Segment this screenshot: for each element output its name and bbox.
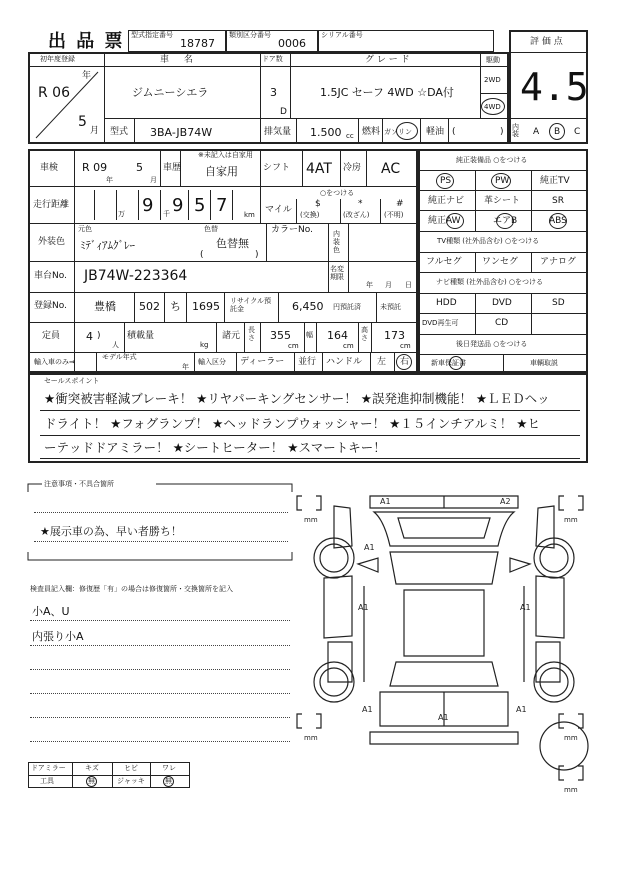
import-dealer: ディーラー [240, 357, 285, 367]
history-label: 車歴 [163, 163, 182, 173]
interior-b: B [554, 127, 561, 137]
equip-pw-circle [491, 173, 511, 189]
divider [475, 252, 476, 272]
model-year-label: モデル年式 [102, 353, 137, 361]
first-reg-year-unit: 年 [82, 71, 92, 81]
navi-sd: SD [552, 298, 565, 308]
divider [418, 170, 588, 171]
divider [232, 190, 233, 220]
navi-cd: CD [495, 318, 509, 328]
first-reg-era: R 06 [38, 85, 70, 101]
mm-label: mm [564, 516, 578, 524]
car-diagram [294, 486, 594, 806]
equip-ps: PS [440, 176, 452, 186]
registration-region: 豊橋 [94, 300, 116, 313]
notes-label: 注意事項・不具合箇所 [44, 480, 114, 488]
mileage-circle-note: ○をつける [320, 189, 355, 197]
unknown-label: (不明) [384, 211, 404, 219]
altered-label: (改ざん) [343, 211, 370, 219]
capacity-label: 定員 [42, 331, 61, 341]
divider [418, 231, 588, 232]
later-manual: 車輌取説 [530, 359, 558, 367]
divider [418, 190, 588, 191]
dotted-line [30, 669, 290, 670]
divider [244, 322, 245, 352]
mileage-digit: 7 [216, 195, 228, 216]
divider [28, 352, 418, 353]
inspection-era: R 09 [82, 161, 108, 174]
inspector-label: 検査員記入欄：修復歴「有」の場合は修復箇所・交換箇所を記入 [30, 585, 233, 593]
shift-label: シフト [263, 163, 291, 173]
divider [418, 252, 588, 253]
fuel-gas: ガソリン [384, 128, 412, 136]
divider [116, 190, 117, 220]
inspection-month-unit: 月 [150, 176, 157, 184]
divider [278, 292, 279, 322]
expiry-year: 年 [366, 281, 373, 289]
registration-class: 502 [139, 300, 160, 313]
divider [266, 223, 267, 261]
class-no-label: 類別区分番号 [229, 31, 271, 39]
divider [28, 186, 418, 187]
divider [480, 66, 509, 67]
divider [418, 293, 588, 294]
damage-mark: A1 [380, 497, 391, 506]
divider [260, 186, 261, 223]
score-value: 4.5 [520, 65, 589, 109]
displacement-unit: cc [346, 132, 354, 140]
mileage-digit: 9 [172, 195, 184, 216]
interior-c: C [574, 127, 581, 137]
divider [28, 66, 509, 67]
handle-right-circle [396, 354, 412, 370]
divider [72, 762, 73, 788]
mileage-label: 走行距離 [33, 200, 70, 210]
dotted-line [30, 645, 290, 646]
mileage-sen: 千 [163, 210, 170, 218]
divider [340, 149, 341, 186]
grade-label: グ レ ー ド [365, 55, 410, 65]
navi-dvd: DVD [492, 298, 512, 308]
handle-label: ハンドル [326, 357, 363, 367]
navi-hdd: HDD [436, 298, 457, 308]
original-color-label: 元色 [78, 225, 92, 233]
import-class-label: 輸入区分 [198, 358, 226, 366]
mileage-digit: 5 [194, 195, 206, 216]
inspector-note: 小A、U [32, 605, 70, 618]
divider [134, 292, 135, 322]
paren-open: ( [200, 250, 204, 260]
divider [260, 322, 261, 352]
equip-airbag-circle [496, 213, 514, 229]
paren-close: ) [255, 250, 259, 260]
sales-point-line: ドライト！ ★フォグランプ！ ★ヘッドランプウォッシャー！ ★１５インチアルミ！ ★ヒ [44, 416, 540, 431]
tv-analog: アナログ [540, 257, 577, 267]
expiry-month: 月 [385, 281, 392, 289]
dotted-line [30, 741, 290, 742]
damage-mark: A1 [516, 705, 527, 714]
mm-label: mm [564, 734, 578, 742]
divider [531, 170, 532, 231]
divider [188, 190, 189, 220]
divider [348, 223, 349, 292]
height-label: 高さ [361, 326, 368, 343]
divider [260, 149, 261, 186]
mileage-unit: km [244, 211, 255, 219]
tv-full: フルセグ [426, 257, 462, 267]
divider [296, 199, 297, 223]
first-reg-month-unit: 月 [90, 126, 100, 136]
equip-abs-circle [549, 213, 567, 229]
notes-text: ★展示車の為、早い者勝ち！ [40, 525, 182, 538]
damage-mark: A1 [520, 603, 531, 612]
divider [480, 93, 509, 94]
handle-right: 右 [400, 357, 410, 367]
inspection-year-unit: 年 [106, 176, 113, 184]
sales-points-label: セールスポイント [44, 377, 100, 385]
capacity-paren: ) [97, 331, 101, 341]
handle-left: 左 [377, 357, 387, 367]
damage-mark: A1 [362, 705, 373, 714]
divider [94, 190, 95, 220]
divider [316, 322, 317, 352]
interior-color-label: 内装色 [333, 230, 340, 255]
model-value: 3BA-JB74W [150, 126, 213, 139]
divider [28, 292, 418, 293]
load-unit: kg [200, 341, 209, 349]
inspector-note: 内張り小A [32, 630, 84, 643]
displacement-label: 排気量 [264, 127, 292, 137]
divider [370, 352, 371, 373]
divider [112, 762, 113, 788]
recycle-paid: 円預託済 [333, 303, 361, 311]
capacity-unit: 人 [112, 341, 119, 349]
color-change-label: 色替 [204, 225, 218, 233]
divider [40, 435, 580, 436]
color-no-label: カラーNo. [271, 225, 313, 235]
ac-label: 冷房 [343, 163, 362, 173]
divider [475, 293, 476, 334]
chassis-value: JB74W-223364 [84, 268, 188, 284]
divider [96, 352, 97, 373]
interior-b-circle [549, 123, 565, 140]
legend-cell: ジャッキ [117, 777, 145, 785]
notes-frame [26, 482, 294, 562]
equip-tv: 純正TV [540, 176, 570, 186]
exchange-symbol: $ [315, 199, 321, 209]
divider [531, 252, 532, 272]
first-reg-month: 5 [78, 114, 87, 130]
dotted-line [34, 512, 288, 513]
width-value: 164 [327, 329, 348, 342]
dotted-line [30, 717, 290, 718]
mm-label: mm [304, 516, 318, 524]
equip-airbag: エアB [493, 216, 518, 226]
model-label: 型式 [110, 127, 129, 137]
divider [475, 170, 476, 231]
length-label: 長さ [248, 326, 255, 343]
sales-point-line: ★衝突被害軽減ブレーキ！ ★リヤパーキングセンサー！ ★誤発進抑制機能！ ★ＬＥＤヘッ [44, 391, 550, 406]
divider [150, 762, 151, 788]
divider [328, 223, 329, 292]
divider [160, 190, 161, 220]
score-label: 評 価 点 [530, 37, 563, 47]
registration-kana: ち [170, 300, 181, 313]
expiry-day: 日 [405, 281, 412, 289]
divider [164, 292, 165, 322]
recycle-label: リサイクル預託金 [230, 297, 272, 314]
divider [358, 322, 359, 352]
divider [296, 118, 297, 144]
divider [134, 118, 135, 144]
navi-type-label: ナビ種類 (社外品含む) ○をつける [436, 278, 544, 286]
recycle-value: 6,450 [292, 300, 324, 313]
type-no-value: 18787 [180, 37, 215, 50]
width-unit: cm [343, 342, 354, 350]
divider [236, 352, 237, 373]
inspection-label: 車検 [40, 163, 59, 173]
mileage-digit: 9 [142, 195, 154, 216]
recycle-unpaid: 未預託 [380, 303, 401, 311]
divider [394, 352, 395, 373]
divider [40, 410, 580, 411]
equip-ps-circle [436, 173, 454, 189]
fuel-bracket: ( [452, 127, 456, 137]
divider [509, 52, 588, 53]
genuine-label: 純正装備品 ○をつける [456, 156, 528, 164]
doors-value: 3 [270, 86, 277, 99]
load-label: 積載量 [127, 331, 155, 341]
divider [210, 190, 211, 220]
legend-cell: 無 [165, 777, 172, 785]
legend-header: ヒビ [124, 764, 138, 772]
later-warranty-circle [449, 356, 463, 370]
divider [418, 334, 588, 335]
serial-label: シリアル番号 [321, 31, 363, 39]
divider [40, 458, 580, 459]
divider [358, 118, 359, 144]
divider [380, 199, 381, 223]
sheet-title: 出 品 票 [48, 31, 125, 52]
divider [340, 199, 341, 223]
divider [138, 190, 139, 220]
divider [382, 118, 383, 144]
import-parallel: 並行 [298, 357, 317, 367]
vehicle-name: ジムニーシエラ [132, 86, 209, 99]
doors-suffix: D [280, 107, 287, 117]
dims-label: 諸元 [222, 331, 241, 341]
divider [260, 118, 261, 144]
doors-label: ドア数 [262, 55, 283, 63]
type-no-label: 型式指定番号 [131, 31, 173, 39]
original-color: ﾐﾃﾞｨｱﾑｸﾞﾚｰ [80, 239, 135, 252]
divider [104, 52, 105, 144]
drive-4wd: 4WD [484, 103, 501, 111]
divider [260, 52, 261, 118]
later-warranty: 新車保証書 [431, 359, 466, 367]
legend-header: ドアミラー [31, 764, 66, 772]
navi-dvd-play: DVD再生可 [422, 319, 459, 327]
divider [420, 118, 421, 144]
later-label: 後日発送品 ○をつける [456, 340, 528, 348]
height-unit: cm [400, 342, 411, 350]
length-unit: cm [288, 342, 299, 350]
history-note: ※未記入は自家用 [198, 151, 253, 159]
divider [124, 322, 125, 352]
unknown-symbol: # [396, 199, 404, 209]
divider [418, 313, 588, 314]
legend-circle [163, 776, 174, 787]
color-label: 外装色 [38, 237, 66, 247]
divider [322, 352, 323, 373]
equip-leather: 革シート [484, 196, 521, 206]
first-reg-label: 初年度登録 [40, 55, 75, 63]
class-no-value: 0006 [278, 37, 306, 50]
interior-label: 内装 [512, 123, 519, 138]
dotted-line [34, 541, 288, 542]
fuel-label: 燃料 [362, 127, 381, 137]
divider [160, 149, 161, 186]
divider [418, 272, 588, 273]
equip-navi: 純正ナビ [428, 196, 465, 206]
tv-type-label: TV種類 (社外品含む) ○をつける [437, 237, 540, 245]
mm-label: mm [564, 786, 578, 794]
divider [294, 352, 295, 373]
divider [448, 118, 449, 144]
divider [224, 292, 225, 322]
sales-point-line: ーテッドドアミラー！ ★シートヒーター！ ★スマートキー！ [44, 440, 386, 455]
registration-number: 1695 [192, 300, 220, 313]
legend-circle [86, 776, 97, 787]
name-label: 車 名 [160, 55, 199, 65]
equip-aw: 純正AW [428, 216, 461, 226]
equip-sr: SR [552, 196, 564, 206]
dotted-line [30, 693, 290, 694]
displacement-value: 1.500 [310, 126, 342, 139]
ac-value: AC [381, 161, 401, 177]
capacity-value: 4 [86, 330, 93, 343]
divider [186, 292, 187, 322]
mileage-man: 万 [118, 210, 125, 218]
equip-aw-circle [446, 213, 464, 229]
divider [28, 261, 418, 262]
mile-label: マイル [265, 205, 292, 215]
tv-one: ワンセグ [482, 257, 519, 267]
grade-value: 1.5JC セーフ 4WD ☆DA付 [320, 86, 454, 99]
expiry-label: 名変期限 [330, 265, 344, 282]
divider [216, 322, 217, 352]
model-year-unit: 年 [182, 363, 189, 371]
drive-label: 駆動 [486, 56, 500, 64]
equip-pw: PW [495, 176, 510, 186]
equip-abs: ABS [549, 216, 567, 226]
altered-symbol: * [358, 199, 363, 209]
damage-mark: A1 [364, 543, 375, 552]
length-value: 355 [270, 329, 291, 342]
height-value: 173 [384, 329, 405, 342]
divider [304, 322, 305, 352]
legend-header: ワレ [162, 764, 176, 772]
divider [28, 223, 418, 224]
divider [371, 322, 372, 352]
fuel-gas-circle [396, 122, 418, 140]
legend-cell: 無 [88, 777, 95, 785]
color-change-value: 色替無 [216, 237, 249, 250]
inspection-month: 5 [136, 161, 143, 174]
drive-4wd-circle [481, 98, 505, 115]
dotted-line [30, 620, 290, 621]
damage-mark: A1 [358, 603, 369, 612]
divider [531, 293, 532, 334]
divider [302, 149, 303, 186]
divider [28, 322, 418, 323]
divider [418, 210, 588, 211]
divider [290, 52, 291, 118]
damage-mark: A2 [500, 497, 511, 506]
divider [503, 354, 504, 373]
divider [194, 352, 195, 373]
interior-a: A [533, 127, 540, 137]
divider [376, 292, 377, 322]
drive-2wd: 2WD [484, 76, 501, 84]
fuel-bracket-close: ) [500, 127, 504, 137]
exchange-label: (交換) [300, 211, 320, 219]
legend-header: キズ [85, 764, 99, 772]
width-label: 幅 [306, 331, 313, 339]
history-value: 自家用 [205, 165, 238, 178]
damage-mark: A1 [438, 713, 449, 722]
legend-cell: 工具 [40, 777, 54, 785]
divider [74, 149, 75, 373]
shift-value: 4AT [306, 161, 332, 177]
divider [366, 149, 367, 186]
chassis-label: 車台No. [34, 271, 67, 281]
import-only: 輸入車のみ⇒ [34, 358, 75, 366]
mm-label: mm [304, 734, 318, 742]
fuel-diesel: 軽油 [426, 127, 445, 137]
registration-label: 登録No. [34, 301, 67, 311]
